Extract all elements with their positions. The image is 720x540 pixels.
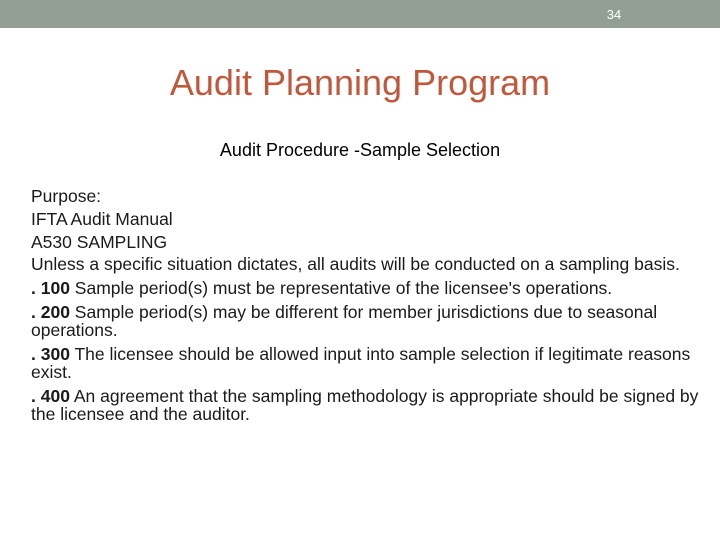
- manual-reference: IFTA Audit Manual: [31, 209, 173, 229]
- list-item-300: [31, 345, 703, 381]
- slide-title: Audit Planning Program: [169, 62, 551, 103]
- slide-number: 34: [606, 7, 622, 22]
- item-number: . 300: [31, 344, 70, 364]
- item-text: The licensee should be allowed input into sample selection if legitimate reasons exist.: [31, 344, 691, 382]
- list-item-200: [31, 303, 703, 339]
- purpose-label: Purpose:: [31, 186, 102, 206]
- item-text: Sample period(s) must be representative of the licensee's operations.: [69, 278, 613, 298]
- item-number: . 200: [31, 302, 70, 322]
- slide-subtitle: Audit Procedure -Sample Selection: [219, 140, 501, 160]
- item-number: . 100: [31, 278, 70, 298]
- slide-body: [31, 186, 703, 429]
- list-item-100: [31, 279, 703, 297]
- item-text: An agreement that the sampling methodology is appropriate should be signed by the licensee and the auditor.: [31, 386, 699, 424]
- item-number: . 400: [31, 386, 70, 406]
- list-item-400: [31, 387, 703, 423]
- item-text: Sample period(s) may be different for member jurisdictions due to seasonal operations.: [31, 302, 658, 340]
- intro-paragraph: Unless a specific situation dictates, all audits will be conducted on a sampling basis.: [31, 254, 680, 274]
- section-heading: A530 SAMPLING: [31, 232, 168, 252]
